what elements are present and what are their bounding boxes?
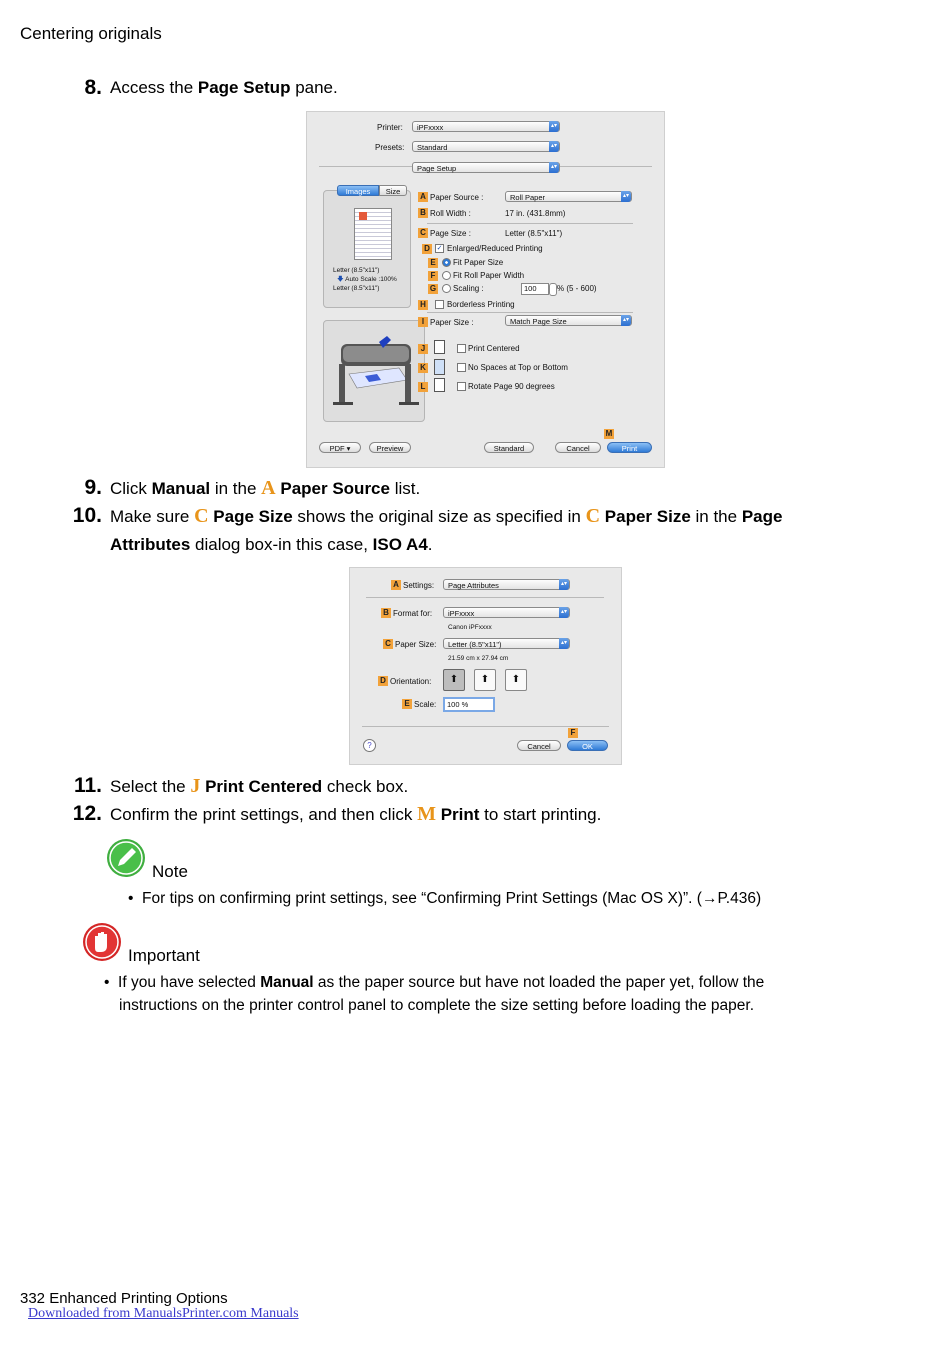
paper-size-sub: 21.59 cm x 27.94 cm xyxy=(448,655,509,662)
page-footer: 332 Enhanced Printing Options xyxy=(20,1290,228,1307)
preview-info-1: Letter (8.5"x11") xyxy=(333,267,380,274)
step-number: 8. xyxy=(84,76,102,99)
step-text: Select the J Print Centered check box. xyxy=(110,775,409,797)
pdf-button[interactable]: PDF ▾ xyxy=(319,442,361,453)
step-12 xyxy=(70,800,870,830)
paper-source-label: Paper Source : xyxy=(430,193,484,202)
badge-M: M xyxy=(605,429,613,438)
no-spaces-icon xyxy=(434,359,445,375)
print-button[interactable]: Print xyxy=(607,442,652,453)
badge-I: I xyxy=(418,317,428,327)
format-label: Format for: xyxy=(393,609,433,618)
step-number: 10. xyxy=(72,504,102,527)
pane-popup[interactable]: Page Setup ▴▾ xyxy=(412,162,560,173)
step-text: Make sure C Page Size shows the original size as specified in C Paper Size in the Page Attributes dialog box-in this case, ISO A4. xyxy=(110,505,783,554)
badge-A: A xyxy=(418,192,428,202)
enlarged-checkbox[interactable]: ✓ xyxy=(436,245,443,252)
preview-info-3: Letter (8.5"x11") xyxy=(333,285,380,292)
printer-illustration xyxy=(329,334,425,418)
fit-paper-radio[interactable] xyxy=(442,258,451,267)
orientation-label: Orientation: xyxy=(390,677,432,686)
paper-size-label: Paper Size: xyxy=(395,640,437,649)
badge-B: B xyxy=(381,608,391,618)
badge-E: E xyxy=(402,699,412,709)
rotate-label: Rotate Page 90 degrees xyxy=(468,382,555,391)
borderless-checkbox[interactable] xyxy=(435,300,444,309)
important-bullet: • If you have selected Manual as the paper source but have not loaded the paper yet, follow the instructions on the printer control panel to complete the size setting before loading the paper. xyxy=(104,974,765,1014)
preview-info-2: 🡇 Auto Scale :100% xyxy=(337,276,397,283)
paper-size-label: Paper Size : xyxy=(430,318,474,327)
borderless-label: Borderless Printing xyxy=(447,300,515,309)
step-number: 12. xyxy=(72,802,102,825)
important-hand-icon xyxy=(82,922,124,962)
important-title: Important xyxy=(128,946,200,965)
divider xyxy=(427,223,633,224)
print-centered-checkbox[interactable] xyxy=(457,344,466,353)
step-11 xyxy=(70,772,870,802)
note-title: Note xyxy=(152,862,188,881)
badge-D: D xyxy=(422,244,432,254)
step-10 xyxy=(70,502,870,562)
preview-button[interactable]: Preview xyxy=(369,442,411,453)
scale-label: Scale: xyxy=(414,700,437,709)
no-spaces-label: No Spaces at Top or Bottom xyxy=(468,363,568,372)
print-centered-icon xyxy=(434,340,445,354)
badge-H: H xyxy=(418,300,428,310)
fit-roll-label: Fit Roll Paper Width xyxy=(453,271,525,280)
badge-J: J xyxy=(418,344,428,354)
step-text: Confirm the print settings, and then click M Print to start printing. xyxy=(110,803,602,825)
badge-L: L xyxy=(418,382,428,392)
landscape-left-orientation-icon[interactable]: ⬆ xyxy=(474,669,496,691)
no-spaces-checkbox[interactable] xyxy=(457,363,466,372)
page-size-label: Page Size : xyxy=(430,229,471,238)
step-text: Access the Page Setup pane. xyxy=(110,78,338,97)
settings-label: Settings: xyxy=(403,581,435,590)
step-number: 11. xyxy=(73,774,102,797)
badge-G: G xyxy=(429,284,437,293)
cancel-button[interactable]: Cancel xyxy=(555,442,601,453)
badge-F: F xyxy=(568,728,578,738)
print-centered-label: Print Centered xyxy=(468,344,520,353)
standard-button[interactable]: Standard xyxy=(484,442,534,453)
note-pencil-icon xyxy=(106,838,148,878)
enlarged-label: Enlarged/Reduced Printing xyxy=(447,244,543,253)
cancel-button[interactable]: Cancel xyxy=(517,740,561,751)
scaling-input[interactable]: 100 xyxy=(521,283,549,295)
download-link[interactable]: Downloaded from ManualsPrinter.com Manuals xyxy=(28,1306,299,1321)
help-icon[interactable]: ? xyxy=(363,739,376,752)
rotate-icon xyxy=(434,378,445,392)
presets-popup[interactable]: Standard ▴▾ xyxy=(412,141,560,152)
badge-K: K xyxy=(418,363,428,373)
paper-source-popup[interactable]: Roll Paper ▴▾ xyxy=(505,191,632,202)
tab-size[interactable]: Size xyxy=(379,185,407,196)
ok-button[interactable]: OK xyxy=(567,740,608,751)
badge-E: E xyxy=(428,258,438,268)
divider xyxy=(427,312,633,313)
step-9 xyxy=(70,474,870,504)
scaling-label: Scaling : xyxy=(453,284,484,293)
page-attributes-dialog-screenshot xyxy=(349,567,622,765)
scaling-stepper[interactable] xyxy=(549,283,557,296)
roll-width-label: Roll Width : xyxy=(430,209,471,218)
scaling-radio[interactable] xyxy=(442,284,451,293)
badge-C: C xyxy=(418,228,428,238)
printer-label: Printer: xyxy=(377,123,403,132)
rotate-checkbox[interactable] xyxy=(457,382,466,391)
scale-input[interactable]: 100 % xyxy=(443,697,495,712)
tab-images[interactable]: Images xyxy=(337,185,379,196)
note-bullet: • For tips on confirming print settings, see “Confirming Print Settings (Mac OS X)”. (→P.436) xyxy=(128,890,762,907)
format-sub: Canon iPFxxxx xyxy=(448,624,492,631)
format-popup[interactable]: iPFxxxx ▴▾ xyxy=(443,607,570,618)
step-text: Click Manual in the A Paper Source list. xyxy=(110,477,421,499)
printer-popup[interactable]: iPFxxxx ▴▾ xyxy=(412,121,560,132)
page-size-value: Letter (8.5"x11") xyxy=(505,229,563,238)
landscape-right-orientation-icon[interactable]: ⬆ xyxy=(505,669,527,691)
fit-roll-radio[interactable] xyxy=(442,271,451,280)
page-setup-dialog-screenshot xyxy=(306,111,665,468)
paper-size-popup[interactable]: Match Page Size ▴▾ xyxy=(505,315,632,326)
fit-paper-label: Fit Paper Size xyxy=(453,258,504,267)
badge-B: B xyxy=(418,208,428,218)
step-number: 9. xyxy=(84,476,102,499)
divider xyxy=(362,726,609,727)
badge-D: D xyxy=(378,676,388,686)
badge-C: C xyxy=(383,639,393,649)
page-header: Centering originals xyxy=(20,24,162,43)
presets-label: Presets: xyxy=(375,143,405,152)
badge-F: F xyxy=(428,271,438,281)
divider xyxy=(366,597,604,598)
settings-popup[interactable]: Page Attributes ▴▾ xyxy=(443,579,570,590)
badge-A: A xyxy=(391,580,401,590)
arrow-down-icon: 🡇 xyxy=(337,276,344,283)
portrait-orientation-icon[interactable]: ⬆ xyxy=(443,669,465,691)
scaling-range: % (5 - 600) xyxy=(557,284,597,293)
roll-width-value: 17 in. (431.8mm) xyxy=(505,209,566,218)
step-8 xyxy=(70,74,870,104)
paper-size-popup[interactable]: Letter (8.5"x11") ▴▾ xyxy=(443,638,570,649)
preview-image-icon xyxy=(359,212,367,220)
